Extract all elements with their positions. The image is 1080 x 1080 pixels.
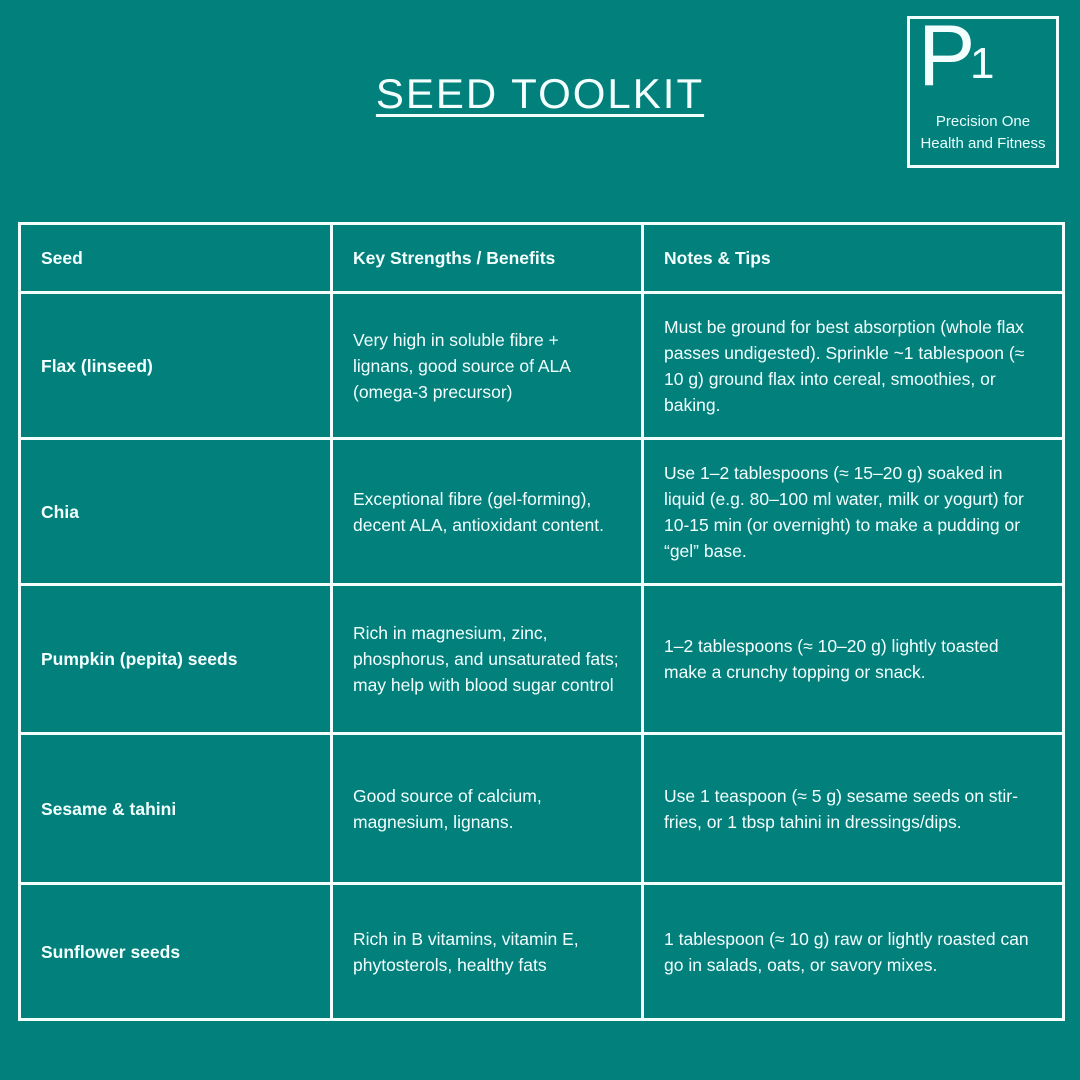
header-benefits: Key Strengths / Benefits [332, 224, 643, 293]
seed-benefits: Rich in B vitamins, vitamin E, phytosterols, healthy fats [332, 884, 643, 1020]
seed-notes: Must be ground for best absorption (whole flax passes undigested). Sprinkle ~1 tablespoon (≈ 10 g) ground flax into cereal, smoothies, or baking. [643, 293, 1064, 439]
logo-mark-letter: P [918, 8, 976, 104]
table-row [20, 585, 1064, 734]
seed-benefits: Exceptional fibre (gel-forming), decent ALA, antioxidant content. [332, 439, 643, 585]
brand-logo [907, 8, 1059, 168]
seed-benefits: Rich in magnesium, zinc, phosphorus, and unsaturated fats; may help with blood sugar control [332, 585, 643, 734]
seed-notes: Use 1 teaspoon (≈ 5 g) sesame seeds on stir-fries, or 1 tbsp tahini in dressings/dips. [643, 734, 1064, 884]
seed-benefits: Very high in soluble fibre + lignans, good source of ALA (omega-3 precursor) [332, 293, 643, 439]
table-row [20, 439, 1064, 585]
seed-name: Sunflower seeds [20, 884, 332, 1020]
seed-name: Pumpkin (pepita) seeds [20, 585, 332, 734]
seed-name: Sesame & tahini [20, 734, 332, 884]
header-notes: Notes & Tips [643, 224, 1064, 293]
seed-table [18, 222, 1065, 1021]
page-title-text: SEED TOOLKIT [375, 70, 705, 117]
table-row [20, 884, 1064, 1020]
seed-name: Chia [20, 439, 332, 585]
seed-notes: 1 tablespoon (≈ 10 g) raw or lightly roasted can go in salads, oats, or savory mixes. [643, 884, 1064, 1020]
header-seed: Seed [20, 224, 332, 293]
table-row [20, 293, 1064, 439]
seed-notes: Use 1–2 tablespoons (≈ 15–20 g) soaked in liquid (e.g. 80–100 ml water, milk or yogurt) for 10-15 min (or overnight) to make a pudding or “gel” base. [643, 439, 1064, 585]
logo-tagline [910, 111, 1056, 155]
table-header-row [20, 224, 1064, 293]
logo-mark-number: 1 [970, 39, 995, 88]
seed-name: Flax (linseed) [20, 293, 332, 439]
table-row [20, 734, 1064, 884]
seed-benefits: Good source of calcium, magnesium, lignans. [332, 734, 643, 884]
seed-notes: 1–2 tablespoons (≈ 10–20 g) lightly toasted make a crunchy topping or snack. [643, 585, 1064, 734]
logo-line-1: Precision One [935, 113, 1031, 130]
logo-line-2: Health and Fitness [920, 135, 1046, 152]
